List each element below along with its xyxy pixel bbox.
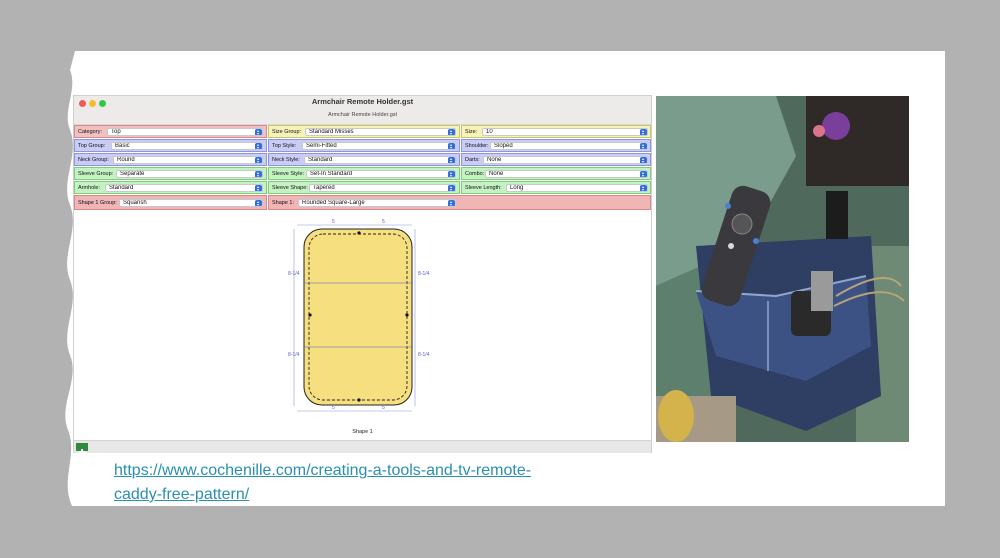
darts-value: None: [487, 156, 502, 163]
shape-group-label: Shape 1 Group:: [78, 199, 117, 206]
status-bar: [74, 440, 651, 453]
select-arrow-icon: [448, 171, 455, 178]
sleeve-style-value: Set-In Standard: [310, 170, 353, 177]
options-row: [74, 195, 651, 210]
remote-caddy-illustration: [656, 96, 909, 442]
neck-style-cell: [268, 153, 460, 166]
sleeve-group-cell: [74, 167, 267, 180]
window-subtitle: Armchair Remote Holder.gst: [327, 112, 398, 118]
darts-select[interactable]: [483, 156, 648, 164]
size-group-cell: [268, 125, 460, 138]
select-arrow-icon: [448, 185, 455, 192]
dim-right-lower: 8-1/4: [418, 352, 430, 358]
darts-label: Darts:: [465, 156, 480, 163]
sleeve-style-label: Sleeve Style:: [272, 170, 305, 177]
category-cell: [74, 125, 267, 138]
sleeve-style-select[interactable]: [306, 170, 456, 178]
options-row: [74, 125, 651, 138]
sleeve-length-cell: [461, 181, 651, 194]
sleeve-group-select[interactable]: [116, 170, 263, 178]
sleeve-shape-cell: [268, 181, 460, 194]
shape-label: Shape 1:: [272, 199, 295, 206]
link-line-1[interactable]: https://www.cochenille.com/creating-a-tools-and-tv-remote-: [114, 462, 532, 479]
category-label: Category:: [78, 128, 102, 135]
category-select[interactable]: [107, 128, 263, 136]
sleeve-style-cell: [268, 167, 460, 180]
link-line-2[interactable]: caddy-free-pattern/: [114, 486, 250, 503]
dim-right-upper: 8-1/4: [418, 271, 430, 277]
shape-group-value: Squarish: [123, 199, 147, 206]
select-arrow-icon: [448, 129, 455, 136]
dim-bottom-left: 5: [332, 405, 335, 411]
select-arrow-icon: [255, 129, 262, 136]
shoulder-label: Shoulder:: [465, 142, 489, 149]
sleeve-length-select[interactable]: [506, 184, 648, 192]
shape-value: Rounded Square-Large: [302, 199, 365, 206]
product-photo: [656, 96, 909, 442]
plus-glyph: [76, 448, 88, 456]
dim-left-upper: 8-1/4: [288, 271, 300, 277]
sleeve-length-label: Sleeve Length:: [465, 184, 502, 191]
sleeve-shape-value: Tapered: [313, 184, 335, 191]
select-arrow-icon: [640, 143, 647, 150]
plus-icon[interactable]: [76, 443, 88, 451]
size-label: Size:: [465, 128, 478, 135]
options-row: [74, 181, 651, 194]
neck-group-select[interactable]: [113, 156, 263, 164]
dim-left-lower: 8-1/4: [288, 352, 300, 358]
options-row: [74, 139, 651, 152]
combo-label: Combo:: [465, 170, 485, 177]
dim-bottom-right: 5: [382, 405, 385, 411]
sleeve-shape-select[interactable]: [309, 184, 456, 192]
dim-top-left: 5: [332, 219, 335, 225]
size-group-select[interactable]: [305, 128, 456, 136]
sleeve-group-value: Separate: [120, 170, 145, 177]
sleeve-shape-label: Sleeve Shape:: [272, 184, 308, 191]
select-arrow-icon: [640, 129, 647, 136]
notch-marker: [357, 231, 360, 234]
select-arrow-icon: [640, 157, 647, 164]
combo-select[interactable]: [485, 170, 648, 178]
dim-top-right: 5: [382, 219, 385, 225]
size-cell: [461, 125, 651, 138]
select-arrow-icon: [255, 185, 262, 192]
shape-group-cell: [74, 195, 267, 210]
neck-group-label: Neck Group:: [78, 156, 109, 163]
select-arrow-icon: [448, 157, 455, 164]
combo-value: None: [489, 170, 504, 177]
options-row: [74, 153, 651, 166]
top-group-label: Top Group:: [78, 142, 106, 149]
pattern-canvas: [74, 211, 651, 431]
armhole-value: Standard: [109, 184, 134, 191]
shape-select[interactable]: [298, 199, 456, 207]
armhole-select[interactable]: [105, 184, 263, 192]
neck-group-value: Round: [117, 156, 135, 163]
shape-group-select[interactable]: [119, 199, 263, 207]
pattern-link[interactable]: [114, 459, 634, 507]
size-group-label: Size Group:: [272, 128, 302, 135]
top-style-value: Semi-Fitted: [306, 142, 337, 149]
sleeve-group-label: Sleeve Group:: [78, 170, 114, 177]
top-group-select[interactable]: [111, 142, 263, 150]
window-title: Armchair Remote Holder.gst: [311, 97, 414, 106]
notch-marker: [405, 313, 408, 316]
size-value: 10: [486, 128, 493, 135]
neck-group-cell: [74, 153, 267, 166]
combo-cell: [461, 167, 651, 180]
top-group-value: Basic: [115, 142, 130, 149]
app-window: [73, 95, 652, 453]
size-select[interactable]: [482, 128, 648, 136]
neck-style-select[interactable]: [304, 156, 456, 164]
category-value: Top: [111, 128, 121, 135]
top-group-cell: [74, 139, 267, 152]
neck-style-label: Neck Style:: [272, 156, 300, 163]
shoulder-value: Sloped: [494, 142, 513, 149]
select-arrow-icon: [640, 171, 647, 178]
title-bar: [74, 96, 651, 125]
shoulder-cell: [461, 139, 651, 152]
top-style-cell: [268, 139, 460, 152]
neck-style-value: Standard: [308, 156, 333, 163]
options-row: [74, 167, 651, 180]
shape-cell: [268, 195, 651, 210]
top-style-select[interactable]: [302, 142, 456, 150]
select-arrow-icon: [448, 143, 455, 150]
select-arrow-icon: [255, 200, 262, 207]
notch-marker: [308, 313, 311, 316]
armhole-label: Armhole:: [78, 184, 101, 191]
darts-cell: [461, 153, 651, 166]
pattern-shape: [304, 229, 412, 405]
notch-marker: [357, 398, 360, 401]
select-arrow-icon: [255, 143, 262, 150]
select-arrow-icon: [255, 171, 262, 178]
shoulder-select[interactable]: [490, 142, 648, 150]
shape-caption: Shape 1: [352, 429, 373, 435]
top-style-label: Top Style:: [272, 142, 297, 149]
select-arrow-icon: [448, 200, 455, 207]
select-arrow-icon: [255, 157, 262, 164]
armhole-cell: [74, 181, 267, 194]
size-group-value: Standard Misses: [309, 128, 354, 135]
sleeve-length-value: Long: [510, 184, 524, 191]
select-arrow-icon: [640, 185, 647, 192]
